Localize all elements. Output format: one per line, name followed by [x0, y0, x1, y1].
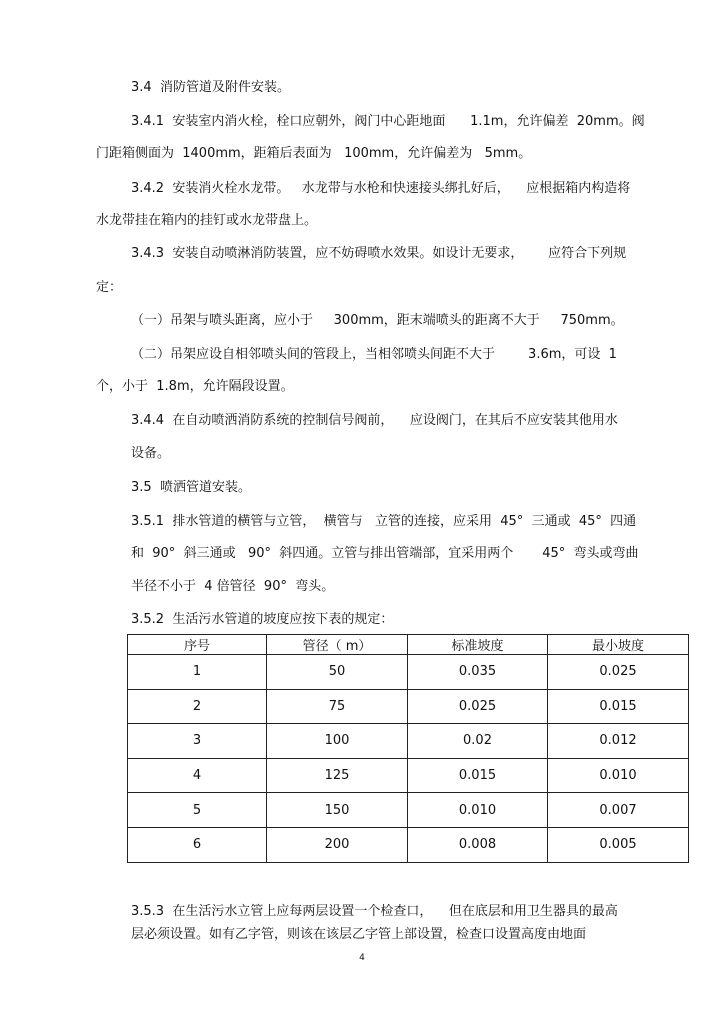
section-3-4-heading: 3.4 消防管道及附件安装。 — [131, 80, 290, 95]
cell-index: 5 — [128, 793, 267, 828]
para-3-4-1-line-2: 门距箱侧面为 1400mm，距箱后表面为 100mm，允许偏差为 5mm。 — [96, 146, 532, 161]
table-header-row — [128, 635, 689, 655]
cell-min-slope: 0.007 — [548, 793, 689, 828]
para-3-4-3-line-2: 定： — [96, 280, 123, 295]
para-3-4-2-line-2: 水龙带挂在箱内的挂钉或水龙带盘上。 — [96, 213, 318, 228]
para-3-5-1-line-2: 和 90° 斜三通或 90° 斜四通。立管与排出管端部，宜采用两个 45° 弯头或弯曲 — [131, 546, 639, 561]
cell-index: 1 — [128, 655, 267, 690]
cell-index: 6 — [128, 827, 267, 862]
section-3-5-heading: 3.5 喷洒管道安装。 — [131, 480, 251, 495]
cell-index: 4 — [128, 758, 267, 793]
item-2-line-2: 个，小于 1.8m，允许隔段设置。 — [96, 379, 294, 394]
table-row — [128, 689, 689, 724]
header-diameter: 管径（ m） — [267, 635, 408, 655]
cell-standard-slope: 0.035 — [408, 655, 548, 690]
cell-min-slope: 0.010 — [548, 758, 689, 793]
cell-standard-slope: 0.015 — [408, 758, 548, 793]
cell-diameter: 75 — [267, 689, 408, 724]
item-1: （一）吊架与喷头距离，应小于 300mm，距末端喷头的距离不大于 750mm。 — [131, 313, 624, 328]
para-3-5-2: 3.5.2 生活污水管道的坡度应按下表的规定： — [131, 612, 394, 627]
cell-standard-slope: 0.02 — [408, 724, 548, 759]
cell-index: 3 — [128, 724, 267, 759]
cell-min-slope: 0.005 — [548, 827, 689, 862]
cell-min-slope: 0.012 — [548, 724, 689, 759]
para-3-5-3-line-2: 层必须设置。如有乙字管，则该在该层乙字管上部设置，检查口设置高度由地面 — [131, 927, 587, 942]
para-3-4-1-line-1: 3.4.1 安装室内消火栓，栓口应朝外，阀门中心距地面 1.1m，允许偏差 20mm。阀 — [131, 114, 645, 129]
table-row — [128, 724, 689, 759]
item-2-line-1: （二）吊架应设自相邻喷头间的管段上，当相邻喷头间距不大于 3.6m，可设 1 — [131, 347, 617, 362]
table-row — [128, 758, 689, 793]
cell-diameter: 100 — [267, 724, 408, 759]
page-number: 4 — [359, 953, 365, 963]
para-3-4-4-line-2: 设备。 — [131, 446, 171, 461]
header-min-slope: 最小坡度 — [548, 635, 689, 655]
para-3-4-4-line-1: 3.4.4 在自动喷洒消防系统的控制信号阀前， 应设阀门，在其后不应安装其他用水 — [131, 413, 618, 428]
cell-diameter: 150 — [267, 793, 408, 828]
table-row — [128, 793, 689, 828]
cell-min-slope: 0.015 — [548, 689, 689, 724]
cell-diameter: 50 — [267, 655, 408, 690]
para-3-4-3-line-1: 3.4.3 安装自动喷淋消防装置，应不妨碍喷水效果。如设计无要求， 应符合下列规 — [131, 246, 627, 261]
cell-standard-slope: 0.008 — [408, 827, 548, 862]
cell-diameter: 125 — [267, 758, 408, 793]
para-3-4-2-line-1: 3.4.2 安装消火栓水龙带。 水龙带与水枪和快速接头绑扎好后， 应根据箱内构造将 — [131, 181, 631, 196]
para-3-5-1-line-1: 3.5.1 排水管道的横管与立管， 横管与 立管的连接，应采用 45° 三通或 45° 四通 — [131, 514, 637, 529]
table-row — [128, 827, 689, 862]
cell-diameter: 200 — [267, 827, 408, 862]
para-3-5-3-line-1: 3.5.3 在生活污水立管上应每两层设置一个检查口， 但在底层和用卫生器具的最高 — [131, 904, 618, 919]
para-3-5-1-line-3: 半径不小于 4 倍管径 90° 弯头。 — [131, 579, 335, 594]
header-standard-slope: 标准坡度 — [408, 635, 548, 655]
cell-standard-slope: 0.010 — [408, 793, 548, 828]
slope-table — [127, 634, 689, 863]
cell-index: 2 — [128, 689, 267, 724]
table-row — [128, 655, 689, 690]
cell-min-slope: 0.025 — [548, 655, 689, 690]
cell-standard-slope: 0.025 — [408, 689, 548, 724]
header-index: 序号 — [128, 635, 267, 655]
